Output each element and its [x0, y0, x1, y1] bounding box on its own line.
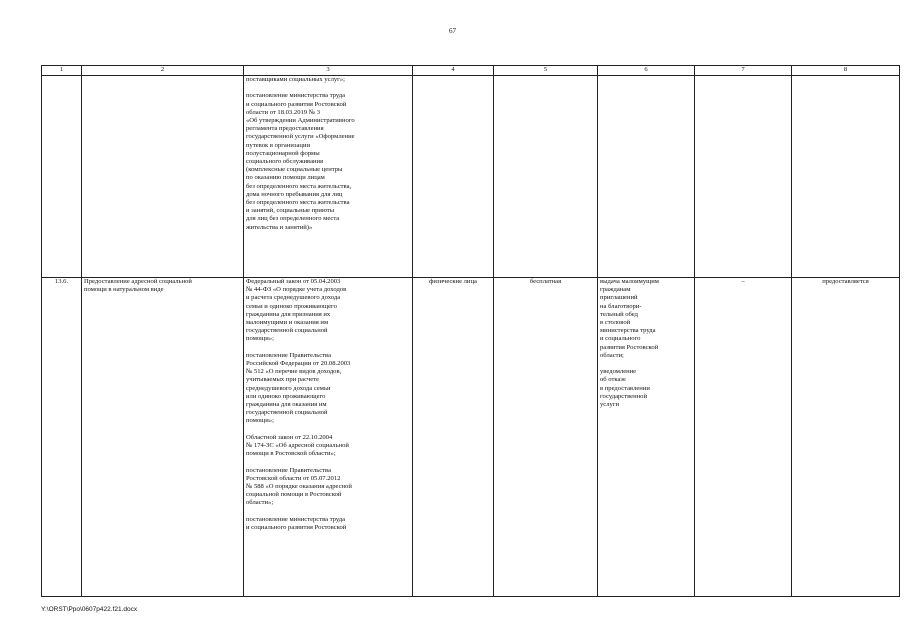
text-line: «Об утверждении Административного	[246, 117, 355, 124]
services-table	[41, 65, 900, 597]
cell-empty	[792, 76, 900, 278]
text-line: по оказанию помощи лицам	[246, 174, 325, 182]
legal-paragraph	[246, 434, 410, 459]
text-line: гражданам	[600, 286, 631, 294]
file-path-footer: Y:\ORST\Ppo\0607p422.f21.docx	[41, 606, 138, 613]
text-line: Предоставление адресной социальной	[84, 278, 192, 285]
header-cell-3: 3	[244, 66, 413, 76]
text-line: услуги	[600, 401, 620, 409]
text-line: государственной социальной	[246, 409, 328, 417]
recipients-cell: физические лица	[413, 278, 494, 597]
text-line: социальной помощи в Ростовской	[246, 491, 342, 499]
header-cell-7: 7	[695, 66, 792, 76]
service-name-cell	[82, 278, 244, 597]
text-line: приглашений	[600, 294, 638, 302]
text-line: Областной закон от 22.10.2004	[246, 433, 333, 441]
header-cell-1: 1	[42, 66, 82, 76]
text-line: постановление Правительства	[246, 466, 332, 474]
text-line: путевок в организации	[246, 141, 311, 149]
header-row	[42, 66, 900, 76]
text-line: без определенного места жительства,	[246, 182, 352, 190]
text-line: области»;	[246, 499, 274, 507]
text-line: выдача малоимущим	[600, 278, 659, 285]
text-line: помощи в натуральном виде	[84, 286, 164, 294]
text-line: № 174-ЗС «Об адресной социальной	[246, 442, 349, 450]
status-cell: предоставляется	[792, 278, 900, 597]
result-paragraph	[600, 368, 692, 409]
text-line: государственной	[600, 392, 647, 400]
text-line: (комплексные социальные центры	[246, 166, 343, 174]
text-line: и социального	[600, 335, 641, 343]
text-line: на благотвори-	[600, 302, 642, 310]
result-paragraph	[600, 278, 692, 360]
cell-empty	[413, 76, 494, 278]
text-line: семьи и одиноко проживающего	[246, 302, 337, 310]
cell-empty	[598, 76, 695, 278]
header-cell-8: 8	[792, 66, 900, 76]
legal-basis-cell	[244, 278, 413, 597]
text-line: в столовой	[600, 319, 631, 327]
header-cell-4: 4	[413, 66, 494, 76]
text-line: постановление министерства труда	[246, 92, 346, 100]
legal-paragraph	[246, 516, 410, 532]
legal-basis-cell	[244, 76, 413, 278]
payment-cell: бесплатная	[494, 278, 598, 597]
text-line: государственной услуги «Оформление	[246, 133, 355, 141]
text-line: об отказе	[600, 376, 626, 384]
text-line: для лиц без определенного места	[246, 215, 340, 223]
text-line: развития Ростовской	[600, 343, 659, 351]
text-line: № 588 «О порядке оказания адресной	[246, 483, 352, 491]
text-line: помощи»;	[246, 335, 274, 343]
legal-paragraph	[246, 92, 410, 231]
text-line: государственной социальной	[246, 327, 328, 335]
text-line: гражданина для оказания им	[246, 401, 327, 409]
text-line: постановление министерства труда	[246, 515, 346, 523]
text-line: помощи»;	[246, 417, 274, 425]
text-line: министерства труда	[600, 327, 656, 335]
header-cell-6: 6	[598, 66, 695, 76]
table-row-continuation	[42, 76, 900, 278]
legal-paragraph	[246, 467, 410, 508]
text-line: области;	[600, 351, 624, 359]
text-line: Федеральный закон от 05.04.2003	[246, 278, 341, 285]
text-line: области от 18.03.2019 № 3	[246, 108, 320, 116]
cell-empty	[695, 76, 792, 278]
text-line: № 44-ФЗ «О порядке учета доходов	[246, 286, 347, 294]
text-line: регламента предоставления	[246, 125, 324, 133]
page-number: 67	[449, 27, 456, 35]
text-line: в предоставлении	[600, 384, 650, 392]
text-line: без определенного места жительства	[246, 199, 350, 207]
text-line: Ростовской области от 05.07.2012	[246, 474, 341, 482]
cell-empty	[494, 76, 598, 278]
text-line: полустационарной формы	[246, 149, 320, 157]
text-line: и расчета среднедушевого дохода	[246, 294, 341, 302]
text-line: учитываемых при расчете	[246, 376, 319, 384]
table-row-13-6	[42, 278, 900, 597]
result-cell	[598, 278, 695, 597]
legal-paragraph	[246, 352, 410, 426]
cell-empty	[42, 76, 82, 278]
text-line: и занятий, социальные приюты	[246, 207, 335, 215]
header-cell-5: 5	[494, 66, 598, 76]
text-line: дома ночного пребывания для лиц	[246, 190, 343, 198]
text-line: № 512 «О перечне видов доходов,	[246, 368, 342, 376]
text-line: и социального развития Ростовской	[246, 524, 347, 532]
text-line: постановление Правительства	[246, 351, 332, 359]
text-line: малоимущими и оказания им	[246, 319, 329, 327]
legal-paragraph	[246, 76, 410, 84]
col7-cell: –	[695, 278, 792, 597]
text-line: тельный обед	[600, 310, 639, 318]
text-line: или одиноко проживающего	[246, 392, 326, 400]
text-line: и социального развития Ростовской	[246, 100, 347, 108]
text-line: уведомление	[600, 368, 637, 376]
text-line: поставщиками социальных услуг»;	[246, 76, 346, 83]
legal-paragraph	[246, 278, 410, 344]
row-number-cell: 13.6.	[42, 278, 82, 597]
text-line: Российской Федерации от 20.08.2003	[246, 360, 351, 368]
cell-empty	[82, 76, 244, 278]
text-line: жительства и занятий)»	[246, 223, 313, 231]
text-line: гражданина для признания их	[246, 310, 331, 318]
header-cell-2: 2	[82, 66, 244, 76]
text-line: социального обслуживания	[246, 158, 324, 166]
text-line: помощи в Ростовской области»;	[246, 450, 336, 458]
text-line: среднедушевого дохода семьи	[246, 384, 331, 392]
